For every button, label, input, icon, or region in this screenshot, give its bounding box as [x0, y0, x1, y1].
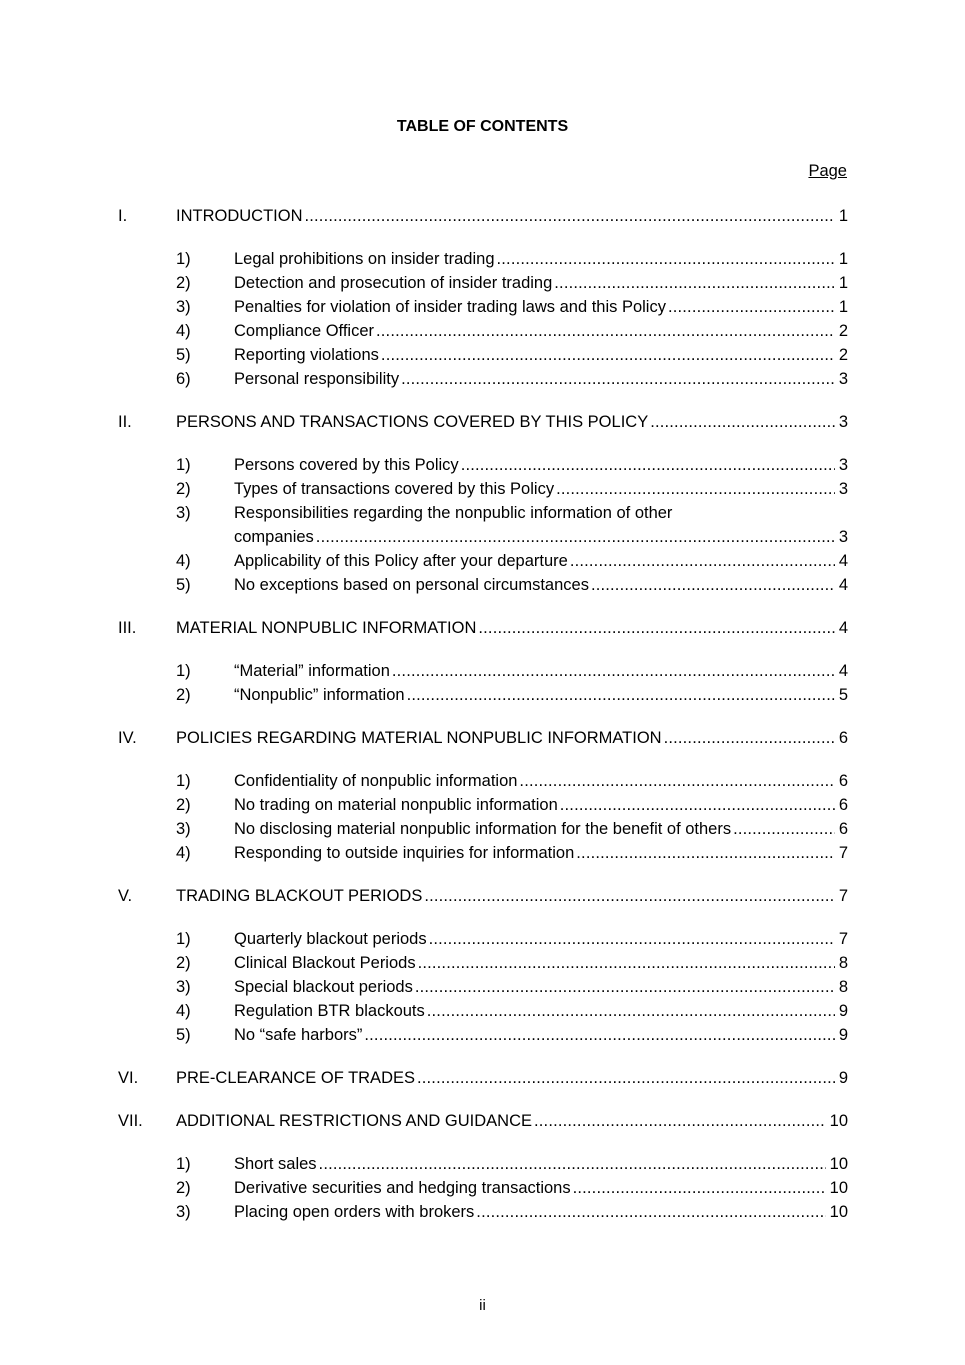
section-page-number: 6 — [838, 729, 848, 747]
item-page-number: 6 — [838, 772, 848, 790]
dot-leader — [417, 1066, 835, 1090]
dot-leader — [573, 1176, 826, 1200]
item-number: 1) — [176, 1155, 191, 1173]
section-number: VI. — [118, 1069, 139, 1087]
toc-item-entry[interactable] — [118, 1176, 848, 1200]
dot-leader — [305, 204, 835, 228]
toc-section-entry[interactable] — [118, 726, 848, 750]
item-page-number: 4 — [838, 662, 848, 680]
toc-section-entry[interactable] — [118, 1109, 848, 1133]
item-page-number: 6 — [838, 796, 848, 814]
dot-leader — [418, 951, 835, 975]
section-page-number: 1 — [838, 207, 848, 225]
item-page-number: 3 — [838, 480, 848, 498]
section-page-number: 4 — [838, 619, 848, 637]
item-number: 1) — [176, 250, 191, 268]
toc-item-entry[interactable] — [118, 659, 848, 683]
item-title: No disclosing material nonpublic information for the benefit of others — [234, 820, 732, 838]
toc-item-entry-continuation[interactable] — [118, 525, 848, 549]
item-page-number: 2 — [838, 346, 848, 364]
item-title: Regulation BTR blackouts — [234, 1002, 425, 1020]
item-number: 5) — [176, 346, 191, 364]
item-page-number: 10 — [829, 1203, 848, 1221]
section-title: PERSONS AND TRANSACTIONS COVERED BY THIS POLICY — [176, 413, 649, 431]
item-page-number: 5 — [838, 686, 848, 704]
item-page-number: 2 — [838, 322, 848, 340]
section-number: III. — [118, 619, 137, 637]
dot-leader — [668, 295, 835, 319]
dot-leader — [376, 319, 835, 343]
toc-item-entry[interactable] — [118, 477, 848, 501]
dot-leader — [427, 999, 835, 1023]
item-title: Detection and prosecution of insider trading — [234, 274, 553, 292]
item-page-number: 1 — [838, 298, 848, 316]
toc-item-entry[interactable] — [118, 453, 848, 477]
item-page-number: 6 — [838, 820, 848, 838]
dot-leader — [401, 367, 835, 391]
dot-leader — [733, 817, 835, 841]
dot-leader — [316, 525, 835, 549]
item-title: Derivative securities and hedging transactions — [234, 1179, 571, 1197]
toc-item-entry[interactable] — [118, 549, 848, 573]
item-number: 3) — [176, 978, 191, 996]
toc-section-entry[interactable] — [118, 616, 848, 640]
item-title: Compliance Officer — [234, 322, 375, 340]
section-title: POLICIES REGARDING MATERIAL NONPUBLIC INFORMATION — [176, 729, 662, 747]
item-title: Applicability of this Policy after your departure — [234, 552, 568, 570]
item-title: Placing open orders with brokers — [234, 1203, 475, 1221]
dot-leader — [497, 247, 835, 271]
toc-item-entry[interactable] — [118, 343, 848, 367]
dot-leader — [534, 1109, 826, 1133]
item-page-number: 8 — [838, 954, 848, 972]
toc-item-entry[interactable] — [118, 927, 848, 951]
item-title: Penalties for violation of insider trading laws and this Policy — [234, 298, 666, 316]
item-page-number: 7 — [838, 930, 848, 948]
section-number: I. — [118, 207, 128, 225]
dot-leader — [556, 477, 835, 501]
toc-item-entry[interactable] — [118, 999, 848, 1023]
dot-leader — [424, 884, 834, 908]
dot-leader — [570, 549, 835, 573]
item-number: 3) — [176, 820, 191, 838]
item-title: Responsibilities regarding the nonpublic information of other — [234, 504, 673, 522]
item-page-number: 8 — [838, 978, 848, 996]
item-page-number: 9 — [838, 1002, 848, 1020]
dot-leader — [429, 927, 835, 951]
dot-leader — [478, 616, 834, 640]
item-number: 6) — [176, 370, 191, 388]
toc-item-entry[interactable] — [118, 975, 848, 999]
toc-item-entry[interactable] — [118, 247, 848, 271]
section-number: V. — [118, 887, 133, 905]
page-column-header: Page — [808, 162, 847, 180]
item-number: 2) — [176, 686, 191, 704]
item-number: 4) — [176, 844, 191, 862]
item-title: “Material” information — [234, 662, 390, 680]
section-title: MATERIAL NONPUBLIC INFORMATION — [176, 619, 477, 637]
toc-item-entry[interactable] — [118, 319, 848, 343]
item-page-number: 4 — [838, 552, 848, 570]
dot-leader — [364, 1023, 834, 1047]
toc-section-entry[interactable] — [118, 884, 848, 908]
page-number-footer: ii — [479, 1297, 486, 1314]
toc-item-entry[interactable] — [118, 683, 848, 707]
toc-item-entry[interactable] — [118, 817, 848, 841]
toc-item-entry[interactable] — [118, 295, 848, 319]
item-number: 4) — [176, 322, 191, 340]
item-title: Clinical Blackout Periods — [234, 954, 416, 972]
section-page-number: 3 — [838, 413, 848, 431]
item-title: Responding to outside inquiries for information — [234, 844, 575, 862]
toc-item-entry[interactable] — [118, 1152, 848, 1176]
section-number: IV. — [118, 729, 137, 747]
item-page-number: 10 — [829, 1155, 848, 1173]
toc-item-entry[interactable] — [118, 793, 848, 817]
item-title: Short sales — [234, 1155, 317, 1173]
item-number: 2) — [176, 1179, 191, 1197]
dot-leader — [650, 410, 835, 434]
item-title: Reporting violations — [234, 346, 379, 364]
dot-leader — [461, 453, 835, 477]
dot-leader — [415, 975, 835, 999]
section-page-number: 9 — [838, 1069, 848, 1087]
dot-leader — [319, 1152, 826, 1176]
toc-item-entry[interactable] — [118, 951, 848, 975]
item-page-number: 3 — [838, 370, 848, 388]
item-number: 4) — [176, 1002, 191, 1020]
dot-leader — [519, 769, 834, 793]
item-title: Legal prohibitions on insider trading — [234, 250, 495, 268]
toc-title: TABLE OF CONTENTS — [396, 118, 569, 135]
section-title: TRADING BLACKOUT PERIODS — [176, 887, 423, 905]
toc-item-entry[interactable] — [118, 573, 848, 597]
section-page-number: 10 — [829, 1112, 848, 1130]
dot-leader — [591, 573, 835, 597]
toc-item-entry[interactable] — [118, 501, 848, 525]
dot-leader — [381, 343, 835, 367]
item-title: “Nonpublic” information — [234, 686, 405, 704]
item-number: 2) — [176, 274, 191, 292]
section-title: ADDITIONAL RESTRICTIONS AND GUIDANCE — [176, 1112, 533, 1130]
item-page-number: 3 — [838, 528, 848, 546]
toc-item-entry[interactable] — [118, 1200, 848, 1224]
item-number: 4) — [176, 552, 191, 570]
section-number: II. — [118, 413, 132, 431]
toc-section-entry[interactable] — [118, 410, 848, 434]
item-number: 3) — [176, 298, 191, 316]
item-number: 1) — [176, 456, 191, 474]
toc-section-entry[interactable] — [118, 204, 848, 228]
item-page-number: 7 — [838, 844, 848, 862]
item-title: Confidentiality of nonpublic information — [234, 772, 518, 790]
item-title: No exceptions based on personal circumstances — [234, 576, 589, 594]
item-number: 3) — [176, 1203, 191, 1221]
dot-leader — [476, 1200, 825, 1224]
item-title: Quarterly blackout periods — [234, 930, 427, 948]
dot-leader — [392, 659, 835, 683]
section-page-number: 7 — [838, 887, 848, 905]
item-title: Personal responsibility — [234, 370, 400, 388]
toc-list — [118, 204, 848, 1224]
item-number: 1) — [176, 662, 191, 680]
toc-item-entry[interactable] — [118, 367, 848, 391]
item-title: No “safe harbors” — [234, 1026, 363, 1044]
item-page-number: 10 — [829, 1179, 848, 1197]
item-number: 2) — [176, 480, 191, 498]
toc-section-entry[interactable] — [118, 1066, 848, 1090]
section-title: INTRODUCTION — [176, 207, 303, 225]
toc-item-entry[interactable] — [118, 271, 848, 295]
item-number: 2) — [176, 796, 191, 814]
dot-leader — [560, 793, 835, 817]
item-number: 5) — [176, 576, 191, 594]
section-number: VII. — [118, 1112, 143, 1130]
item-number: 5) — [176, 1026, 191, 1044]
section-title: PRE-CLEARANCE OF TRADES — [176, 1069, 415, 1087]
item-title: Persons covered by this Policy — [234, 456, 459, 474]
item-number: 1) — [176, 930, 191, 948]
item-page-number: 1 — [838, 250, 848, 268]
item-title-continued: companies — [234, 528, 314, 546]
item-title: Types of transactions covered by this Policy — [234, 480, 555, 498]
dot-leader — [576, 841, 835, 865]
toc-item-entry[interactable] — [118, 769, 848, 793]
dot-leader — [554, 271, 835, 295]
item-page-number: 9 — [838, 1026, 848, 1044]
item-number: 3) — [176, 504, 191, 522]
toc-item-entry[interactable] — [118, 841, 848, 865]
item-page-number: 1 — [838, 274, 848, 292]
item-page-number: 4 — [838, 576, 848, 594]
item-number: 2) — [176, 954, 191, 972]
dot-leader — [664, 726, 835, 750]
item-title: Special blackout periods — [234, 978, 413, 996]
item-page-number: 3 — [838, 456, 848, 474]
toc-item-entry[interactable] — [118, 1023, 848, 1047]
dot-leader — [407, 683, 835, 707]
item-number: 1) — [176, 772, 191, 790]
item-title: No trading on material nonpublic information — [234, 796, 558, 814]
